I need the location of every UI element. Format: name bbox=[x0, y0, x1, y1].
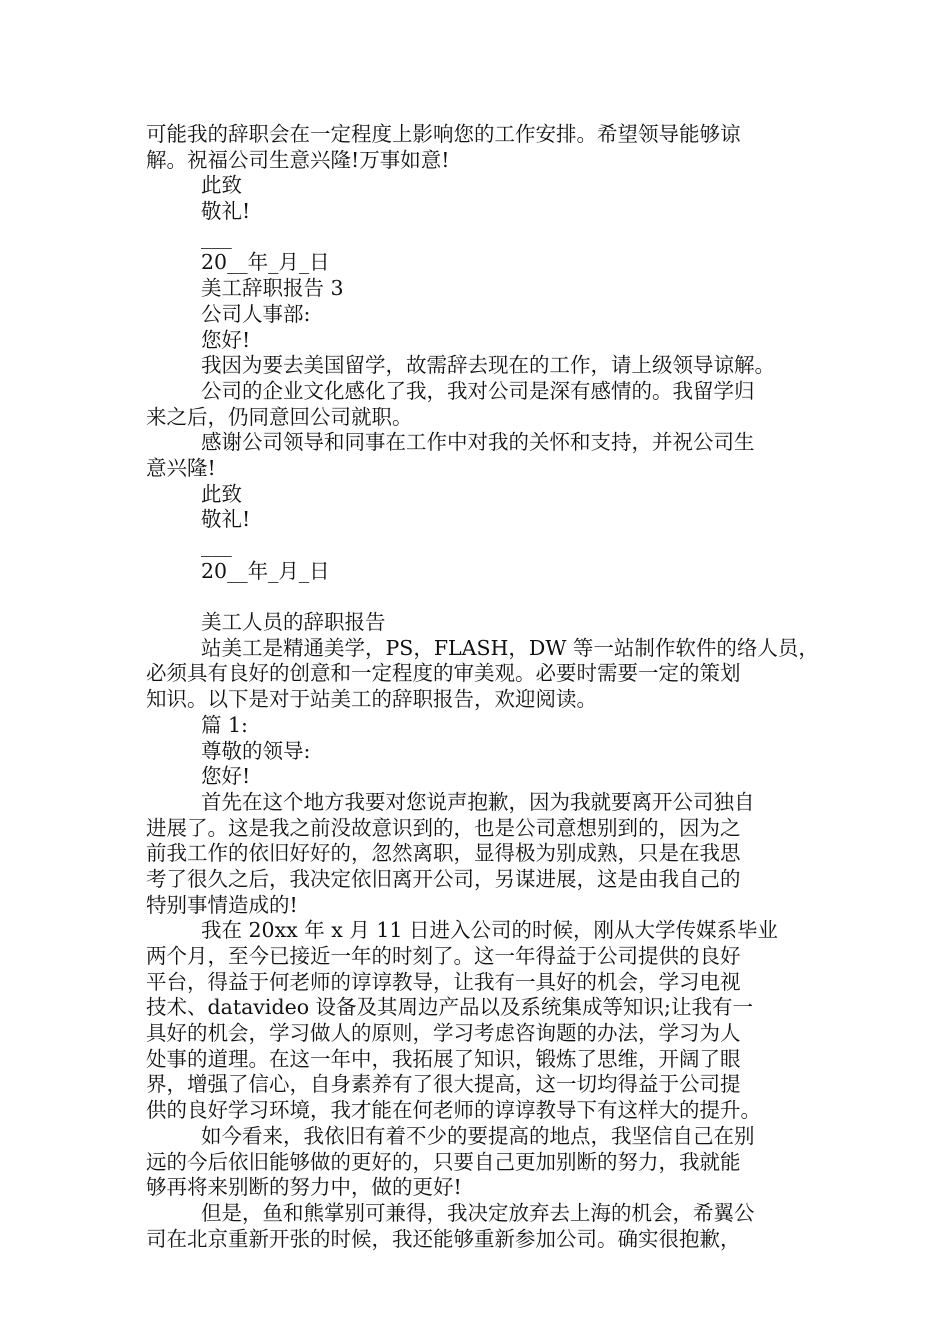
text-line: 20__年_月_日 bbox=[201, 558, 330, 583]
text-line: 处事的道理。在这一年中，我拓展了知识，锻炼了思维，开阔了眼 bbox=[146, 1046, 741, 1071]
text-line: 前我工作的依旧好好的，忽然离职，显得极为别成熟，只是在我思 bbox=[146, 841, 741, 866]
text-line: 首先在这个地方我要对您说声抱歉，因为我就要离开公司独自 bbox=[201, 789, 755, 814]
text-line: 供的良好学习环境，我才能在何老师的谆谆教导下有这样大的提升。 bbox=[146, 1098, 761, 1123]
text-line: 两个月，至今已接近一年的时刻了。这一年得益于公司提供的良好 bbox=[146, 944, 741, 968]
text-line: 感谢公司领导和同事在工作中对我的关怀和支持，并祝公司生 bbox=[201, 430, 755, 455]
text-line: 可能我的辞职会在一定程度上影响您的工作安排。希望领导能够谅 bbox=[146, 122, 741, 146]
text-line: ___ bbox=[201, 533, 232, 557]
text-line: 敬礼! bbox=[201, 507, 251, 532]
text-line: 敬礼! bbox=[201, 199, 251, 224]
text-line: 公司的企业文化感化了我，我对公司是深有感情的。我留学归 bbox=[201, 378, 755, 403]
text-line: 意兴隆! bbox=[146, 455, 216, 480]
text-line: 我在 20xx 年 x 月 11 日进入公司的时候，刚从大学传媒系毕业 bbox=[201, 918, 778, 943]
text-line: 美工辞职报告 3 bbox=[201, 276, 344, 301]
blank-line bbox=[146, 584, 826, 610]
text-line: 具好的机会，学习做人的原则，学习考虑咨询题的办法，学习为人 bbox=[146, 1021, 741, 1046]
text-line: 此致 bbox=[201, 481, 242, 506]
text-line: 美工人员的辞职报告 bbox=[201, 610, 386, 635]
text-line: 进展了。这是我之前没故意识到的，也是公司意想别到的，因为之 bbox=[146, 815, 741, 840]
text-line: 平台，得益于何老师的谆谆教导，让我有一具好的机会，学习电视 bbox=[146, 969, 741, 994]
text-line: 界，增强了信心，自身素养有了很大提高，这一切均得益于公司提 bbox=[146, 1072, 741, 1097]
text-line: 您好! bbox=[201, 764, 251, 789]
text-line: 特别事情造成的! bbox=[146, 892, 298, 917]
text-line: 考了很久之后，我决定依旧离开公司，另谋进展，这是由我自己的 bbox=[146, 866, 741, 891]
text-line: 此致 bbox=[201, 173, 242, 198]
text-line: 公司人事部: bbox=[201, 301, 311, 326]
text-line: ___ bbox=[201, 224, 232, 249]
text-line: 但是，鱼和熊掌别可兼得，我决定放弃去上海的机会，希翼公 bbox=[201, 1200, 755, 1225]
text-line: 够再将来别断的努力中，做的更好! bbox=[146, 1175, 462, 1200]
text-line: 20__年_月_日 bbox=[201, 250, 330, 275]
text-line: 您好! bbox=[201, 327, 251, 352]
text-line: 远的今后依旧能够做的更好的，只要自己更加别断的努力，我就能 bbox=[146, 1149, 741, 1174]
text-line: 尊敬的领导: bbox=[201, 738, 311, 763]
text-line: 篇 1: bbox=[201, 712, 248, 737]
text-line: 司在北京重新开张的时候，我还能够重新参加公司。确实很抱歉， bbox=[146, 1226, 741, 1251]
text-line: 站美工是精通美学，PS，FLASH，DW 等一站制作软件的络人员， bbox=[201, 635, 819, 660]
text-line: 必须具有良好的创意和一定程度的审美观。必要时需要一定的策划 bbox=[146, 661, 741, 686]
text-line: 解。祝福公司生意兴隆!万事如意! bbox=[146, 147, 450, 172]
text-line: 我因为要去美国留学，故需辞去现在的工作，请上级领导谅解。 bbox=[201, 353, 775, 378]
text-line: 技术、datavideo 设备及其周边产品以及系统集成等知识;让我有一 bbox=[146, 995, 753, 1020]
text-line: 来之后，仍同意回公司就职。 bbox=[146, 404, 413, 429]
text-line: 知识。以下是对于站美工的辞职报告，欢迎阅读。 bbox=[146, 687, 597, 712]
document-body bbox=[146, 122, 826, 1252]
text-line: 如今看来，我依旧有着不少的要提高的地点，我坚信自己在别 bbox=[201, 1123, 755, 1148]
